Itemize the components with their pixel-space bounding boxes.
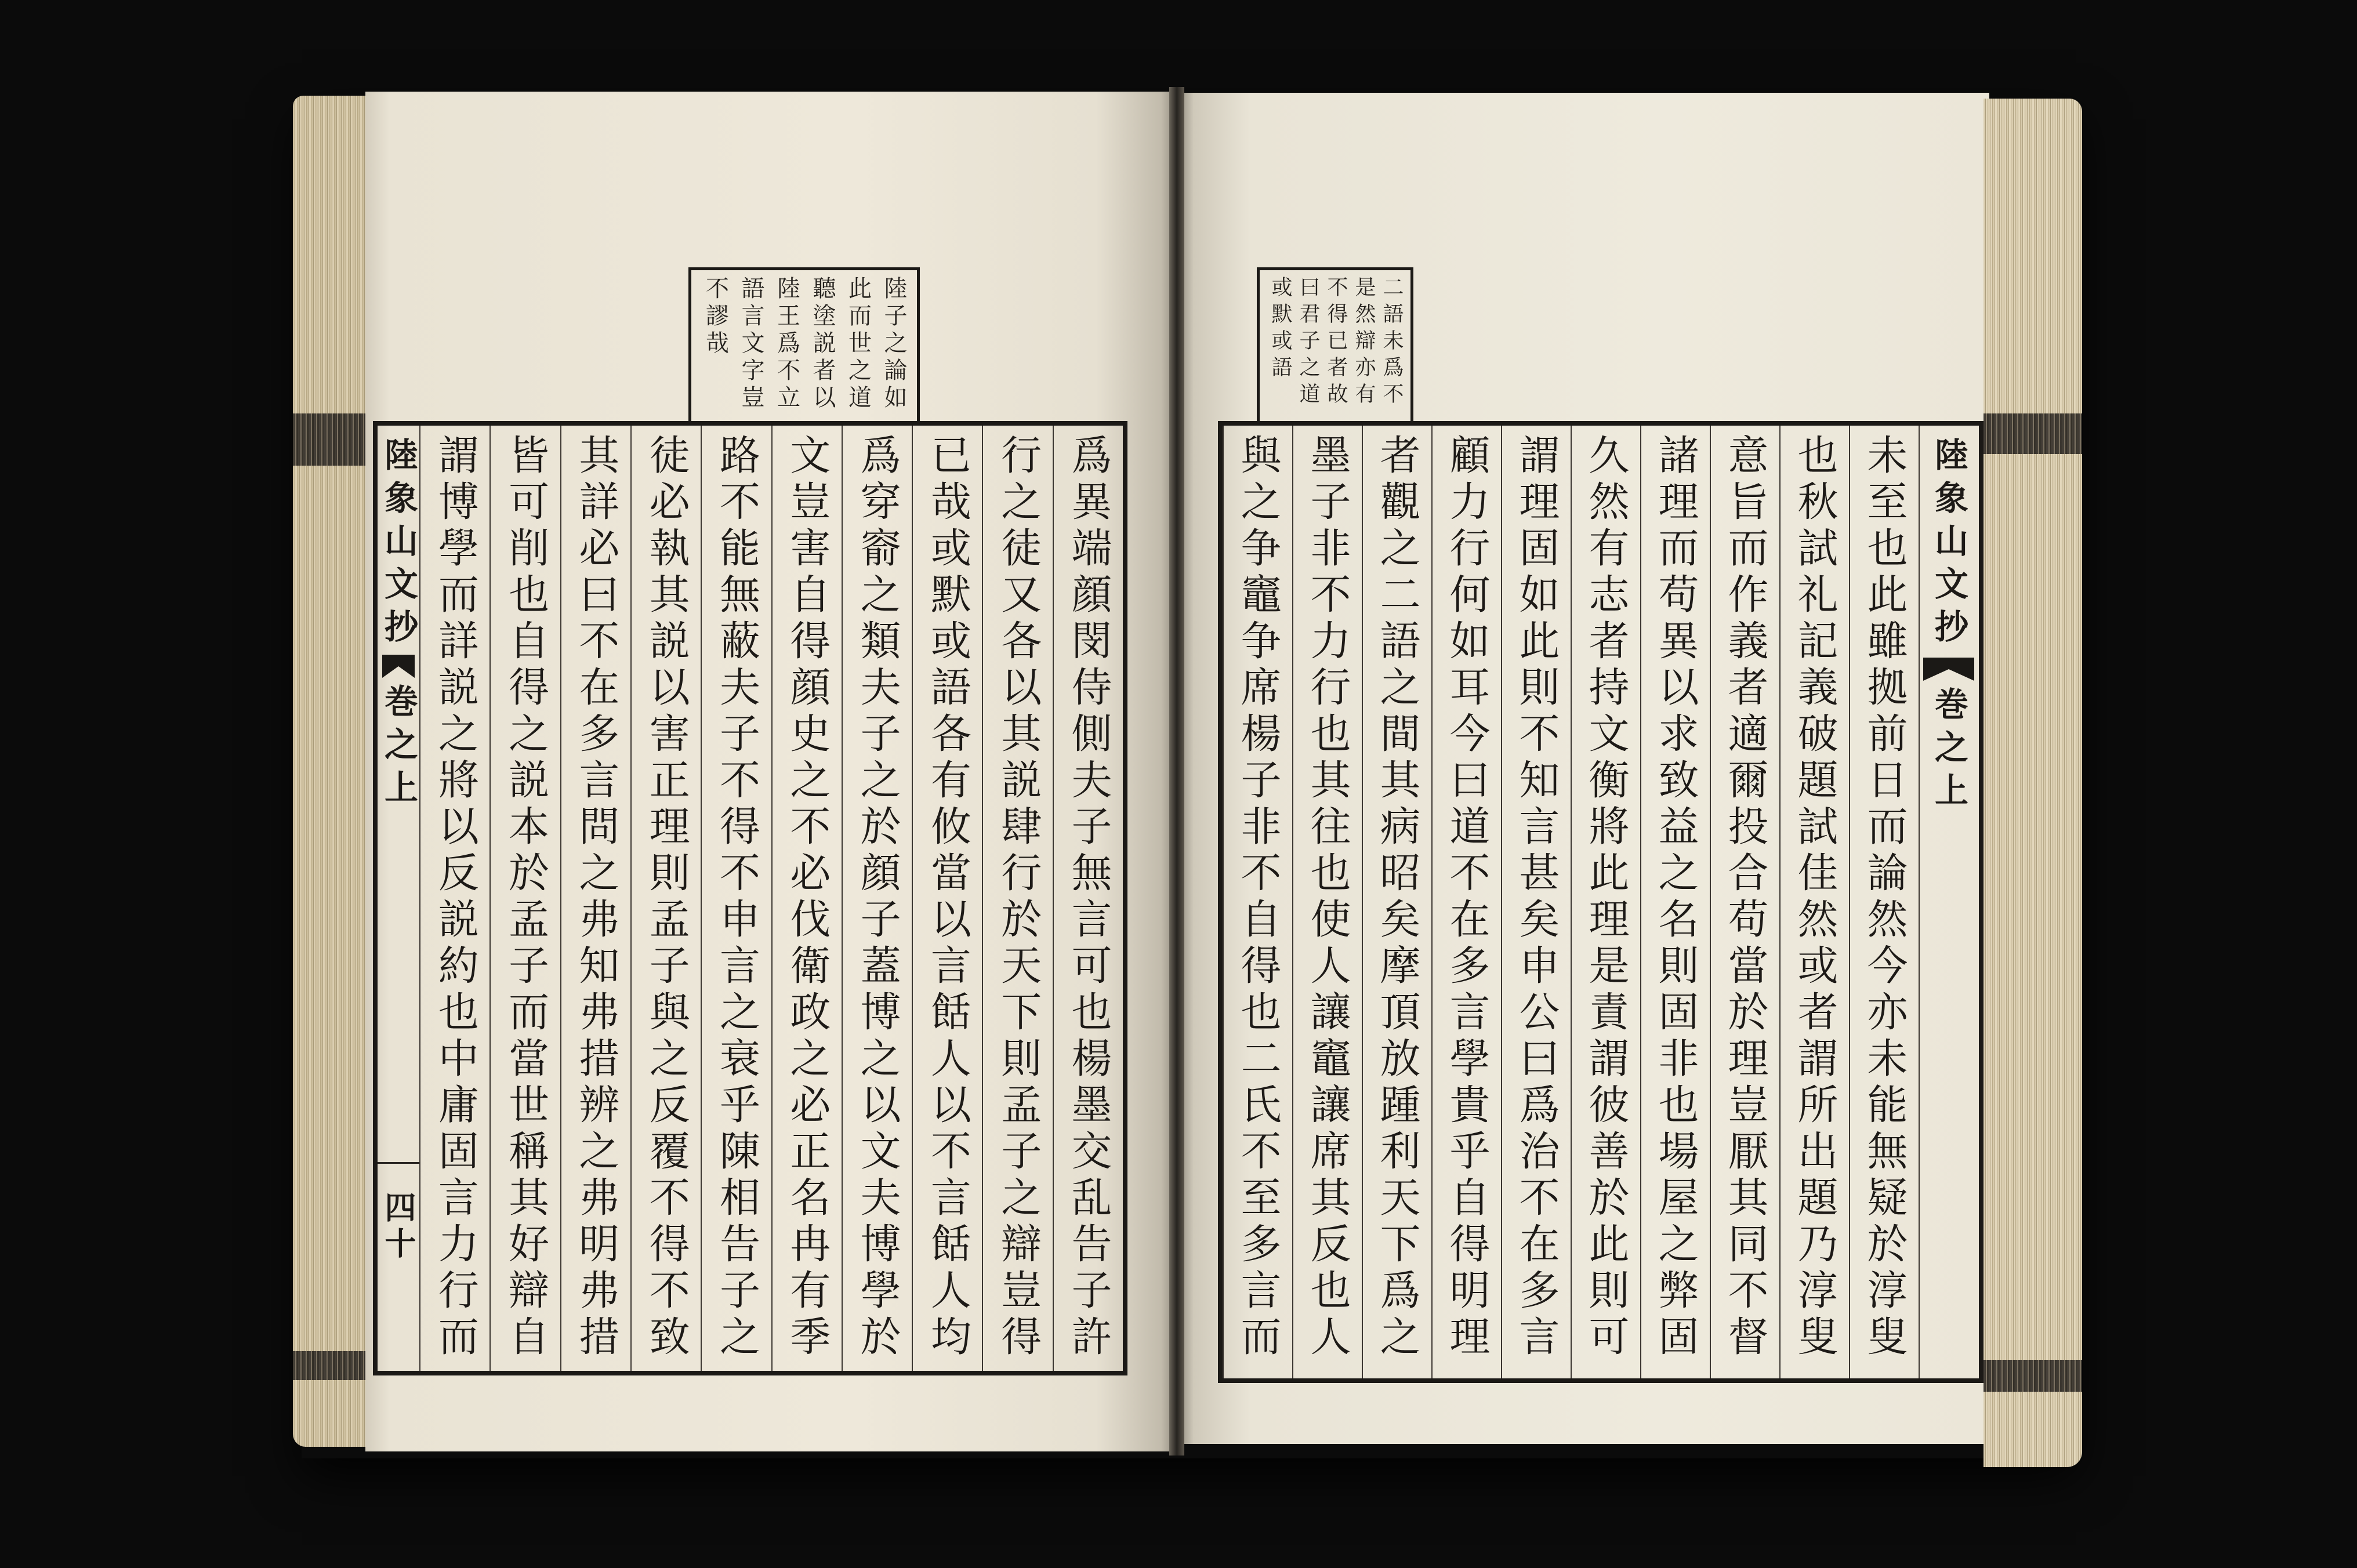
- headnote-column: 曰君子之道: [1296, 276, 1320, 409]
- right-page: [1177, 93, 1989, 1444]
- headnote-column: 二語未爲不: [1380, 276, 1404, 409]
- margin-rule: [378, 1162, 419, 1164]
- right-text-frame: [1218, 421, 1983, 1383]
- text-column: 其詳必曰不在多言問之弗知弗措辨之弗明弗措: [560, 426, 630, 1371]
- fishtail-mark: [382, 655, 415, 678]
- left-text-columns: [419, 426, 1123, 1371]
- text-column: 久然有志者持文衡將此理是責謂彼善於此則可: [1571, 426, 1640, 1378]
- text-column: 行之徒又各以其説肆行於天下則孟子之辯豈得: [982, 426, 1052, 1371]
- headnote-column: 是然辯亦有: [1352, 276, 1376, 409]
- right-fore-edge: [1983, 99, 2082, 1467]
- book-gutter: [1169, 87, 1184, 1456]
- headnote-column: 陸王爲不立: [773, 276, 800, 412]
- margin-book-title: 陸象山文抄: [1929, 437, 1968, 652]
- left-center-margin: [378, 426, 419, 1371]
- text-column: 路不能無蔽夫子不得不申言之衰乎陳相告子之: [701, 426, 771, 1371]
- edge-ink-band: [1983, 413, 2082, 454]
- left-headnote: [688, 267, 920, 424]
- text-column: 謂理固如此則不知言甚矣申公曰爲治不在多言: [1501, 426, 1571, 1378]
- left-page: [365, 92, 1177, 1451]
- text-column: 未至也此雖拠前日而論然今亦未能無疑於淳叟: [1849, 426, 1919, 1378]
- margin-volume-label: 巻之上: [1929, 687, 1968, 815]
- page-number: 四十: [380, 1191, 417, 1263]
- text-column: 已哉或默或語各有攸當以言餂人以不言餂人均: [912, 426, 982, 1371]
- right-text-columns: [1223, 426, 1920, 1378]
- text-column: 意旨而作義者適爾投合苟當於理豈厭其同不督: [1710, 426, 1779, 1378]
- text-column: 徒必執其説以害正理則孟子與之反覆不得不致: [630, 426, 701, 1371]
- text-column: 皆可削也自得之説本於孟子而當世稱其好辯自: [489, 426, 560, 1371]
- left-fore-edge: [293, 96, 371, 1447]
- left-text-frame: [373, 421, 1127, 1375]
- fishtail-mark: [1923, 658, 1974, 681]
- margin-book-title: 陸象山文抄: [379, 437, 418, 652]
- margin-volume-label: 巻之上: [379, 684, 418, 812]
- headnote-column: 語言文字豈: [738, 276, 764, 412]
- headnote-column: 聽塗説者以: [809, 276, 836, 412]
- headnote-column: 此而世之道: [844, 276, 872, 412]
- text-column: 謂博學而詳説之將以反説約也中庸固言力行而: [419, 426, 489, 1371]
- edge-ink-band: [293, 413, 371, 466]
- text-column: 者觀之二語之間其病昭矣摩頂放踵利天下爲之: [1362, 426, 1431, 1378]
- text-column: 諸理而苟異以求致益之名則固非也場屋之弊固: [1640, 426, 1710, 1378]
- edge-ink-band: [1983, 1360, 2082, 1392]
- headnote-column: 不得已者故: [1324, 276, 1348, 409]
- text-column: 顧力行何如耳今曰道不在多言學貴乎自得明理: [1431, 426, 1501, 1378]
- headnote-column: 或默或語: [1268, 276, 1292, 383]
- text-column: 也秋試礼記義破題試佳然或者謂所出題乃淳叟: [1779, 426, 1849, 1378]
- headnote-column: 陸子之論如: [880, 276, 907, 412]
- right-headnote: [1257, 267, 1413, 424]
- right-center-margin: [1919, 426, 1979, 1378]
- text-column: 爲穿窬之類夫子之於顔子蓋博之以文夫博學於: [842, 426, 912, 1371]
- headnote-column: 不謬哉: [702, 276, 729, 358]
- text-column: 文豈害自得顔史之不必伐衛政之必正名冉有季: [771, 426, 842, 1371]
- text-column: 與之争竈争席楊子非不自得也二氏不至多言而: [1223, 426, 1292, 1378]
- text-column: 爲異端顔閔侍側夫子無言可也楊墨交乱告子許: [1053, 426, 1123, 1371]
- text-column: 墨子非不力行也其往也使人讓竈讓席其反也人: [1292, 426, 1362, 1378]
- edge-ink-band: [293, 1351, 371, 1380]
